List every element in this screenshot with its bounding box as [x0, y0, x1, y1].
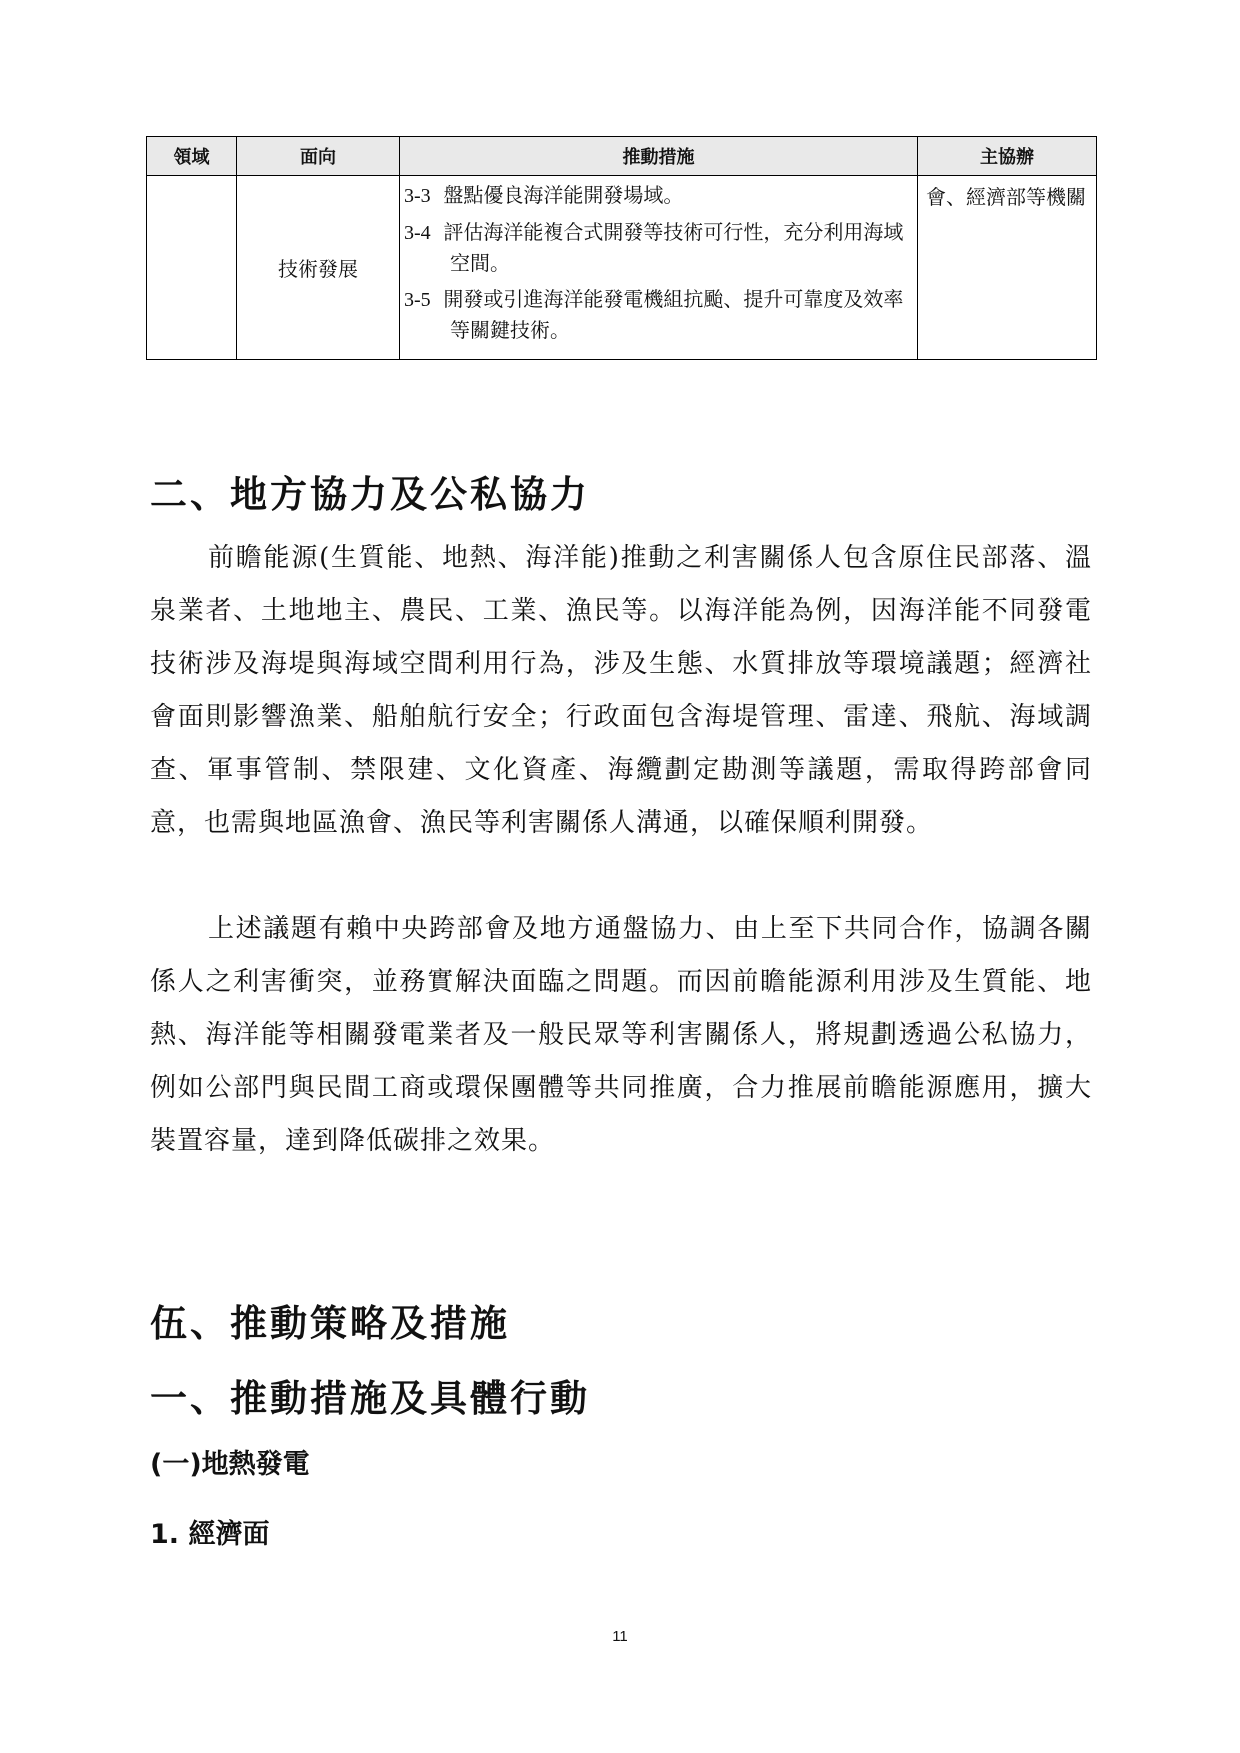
chapter-heading-strategy: 伍、推動策略及措施 [150, 1302, 510, 1345]
measure-number: 3-4 [404, 222, 431, 244]
header-domain: 領域 [147, 137, 237, 176]
table-row [147, 176, 1097, 360]
measure-item [404, 180, 911, 211]
measure-number: 3-5 [404, 289, 431, 311]
measure-item [404, 217, 911, 278]
paragraph-stakeholders: 前瞻能源(生質能、地熱、海洋能)推動之利害關係人包含原住民部落、溫泉業者、土地地主、農民、工業、漁民等。以海洋能為例，因海洋能不同發電技術涉及海堤與海域空間利用行為，涉及生態、水質排放等環境議題；經濟社會面則影響漁業、船舶航行安全；行政面包含海堤管理、雷達、飛航、海域調查、軍事管制、禁限建、文化資產、海纜劃定勘測等議題，需取得跨部會同意，也需與地區漁會、漁民等利害關係人溝通，以確保順利開發。 [150, 543, 1092, 838]
measure-text: 開發或引進海洋能發電機組抗颱、提升可靠度及效率等關鍵技術。 [443, 287, 904, 342]
measures-cell [400, 176, 918, 360]
page-number: 11 [612, 1628, 628, 1645]
domain-cell [147, 176, 237, 360]
item-heading-geothermal: (一)地熱發電 [150, 1449, 310, 1480]
subitem-heading-economic: 1. 經濟面 [150, 1519, 270, 1550]
header-measures: 推動措施 [400, 137, 918, 176]
table-header-row [147, 137, 1097, 176]
section-heading-measures: 一、推動措施及具體行動 [150, 1377, 590, 1420]
measures-table [146, 136, 1097, 360]
header-facet: 面向 [237, 137, 400, 176]
paragraph-cooperation: 上述議題有賴中央跨部會及地方通盤協力、由上至下共同合作，協調各關係人之利害衝突，並務實解決面臨之問題。而因前瞻能源利用涉及生質能、地熱、海洋能等相關發電業者及一般民眾等利害關係人，將規劃透過公私協力，例如公部門與民間工商或環保團體等共同推廣，合力推展前瞻能源應用，擴大裝置容量，達到降低碳排之效果。 [150, 914, 1092, 1156]
header-organizer: 主協辦 [918, 137, 1097, 176]
facet-cell: 技術發展 [237, 176, 400, 360]
measure-text: 評估海洋能複合式開發等技術可行性，充分利用海域空間。 [443, 220, 904, 275]
measure-item [404, 284, 911, 345]
measure-text: 盤點優良海洋能開發場域。 [443, 183, 684, 207]
organizer-cell: 會、經濟部等機關 [918, 176, 1097, 360]
measure-number: 3-3 [404, 185, 431, 207]
section-heading-local-cooperation: 二、地方協力及公私協力 [150, 473, 590, 516]
